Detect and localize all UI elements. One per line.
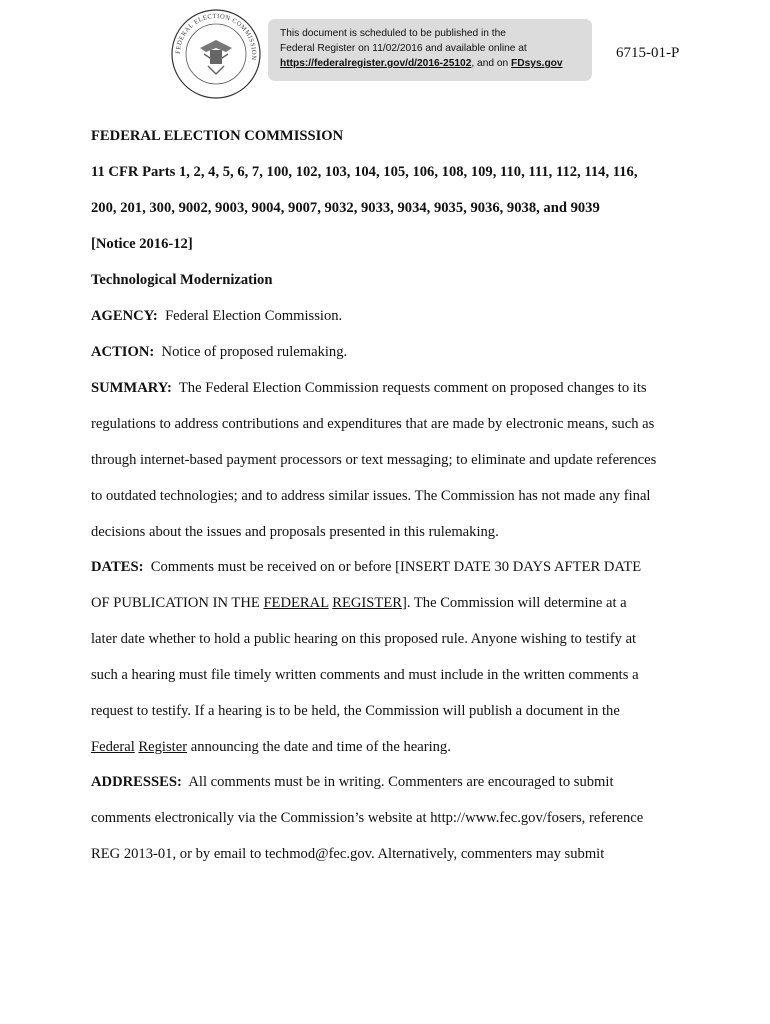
- cfr-parts-line-1: 11 CFR Parts 1, 2, 4, 5, 6, 7, 100, 102, 103, 104, 105, 106, 108, 109, 110, 111, 112, 114, 116,: [91, 164, 638, 180]
- summary-line-4: to outdated technologies; and to address similar issues. The Commission has not made any final: [91, 488, 651, 504]
- addresses-line-3: REG 2013-01, or by email to techmod@fec.gov. Alternatively, commenters may submit: [91, 846, 605, 862]
- addresses-line-1: ADDRESSES: All comments must be in writing. Commenters are encouraged to submit: [91, 774, 614, 790]
- notice-number: [Notice 2016-12]: [91, 236, 193, 252]
- dates-line-5: request to testify. If a hearing is to be held, the Commission will publish a document in the: [91, 703, 620, 719]
- summary-line-2: regulations to address contributions and expenditures that are made by electronic means, such as: [91, 416, 655, 432]
- subject-title: Technological Modernization: [91, 272, 273, 288]
- summary-line-3: through internet-based payment processors or text messaging; to eliminate and update references: [91, 452, 657, 468]
- banner-line-1: This document is scheduled to be published in the: [280, 28, 506, 39]
- summary-line-5: decisions about the issues and proposals presented in this rulemaking.: [91, 524, 499, 540]
- dates-line-2: OF PUBLICATION IN THE FEDERAL REGISTER]. The Commission will determine at a: [91, 595, 627, 611]
- agency-line: AGENCY: Federal Election Commission.: [91, 308, 343, 324]
- document-code: 6715-01-P: [616, 45, 680, 61]
- dates-line-4: such a hearing must file timely written comments and must include in the written comments a: [91, 667, 639, 683]
- fdsys-link[interactable]: FDsys.gov: [511, 58, 563, 69]
- action-line: ACTION: Notice of proposed rulemaking.: [91, 344, 348, 360]
- federal-register-link[interactable]: https://federalregister.gov/d/2016-25102: [280, 58, 472, 69]
- seal-caption: FEDERAL ELECTION COMMISSION: [174, 12, 258, 61]
- publication-banner: [268, 19, 592, 81]
- dates-line-1: DATES: Comments must be received on or before [INSERT DATE 30 DAYS AFTER DATE: [91, 559, 642, 575]
- banner-line-2: Federal Register on 11/02/2016 and available online at: [280, 43, 527, 54]
- banner-line-3: https://federalregister.gov/d/2016-25102, and on FDsys.gov: [280, 58, 563, 69]
- summary-line-1: SUMMARY: The Federal Election Commission requests comment on proposed changes to its: [91, 380, 647, 396]
- cfr-parts-line-2: 200, 201, 300, 9002, 9003, 9004, 9007, 9032, 9033, 9034, 9035, 9036, 9038, and 9039: [91, 200, 600, 216]
- dates-line-3: later date whether to hold a public hearing on this proposed rule. Anyone wishing to testify at: [91, 631, 637, 647]
- heading: FEDERAL ELECTION COMMISSION: [91, 128, 344, 144]
- addresses-line-2: comments electronically via the Commission’s website at http://www.fec.gov/fosers, reference: [91, 810, 644, 826]
- dates-line-6: Federal Register announcing the date and time of the hearing.: [91, 739, 451, 755]
- commission-seal: [170, 8, 262, 100]
